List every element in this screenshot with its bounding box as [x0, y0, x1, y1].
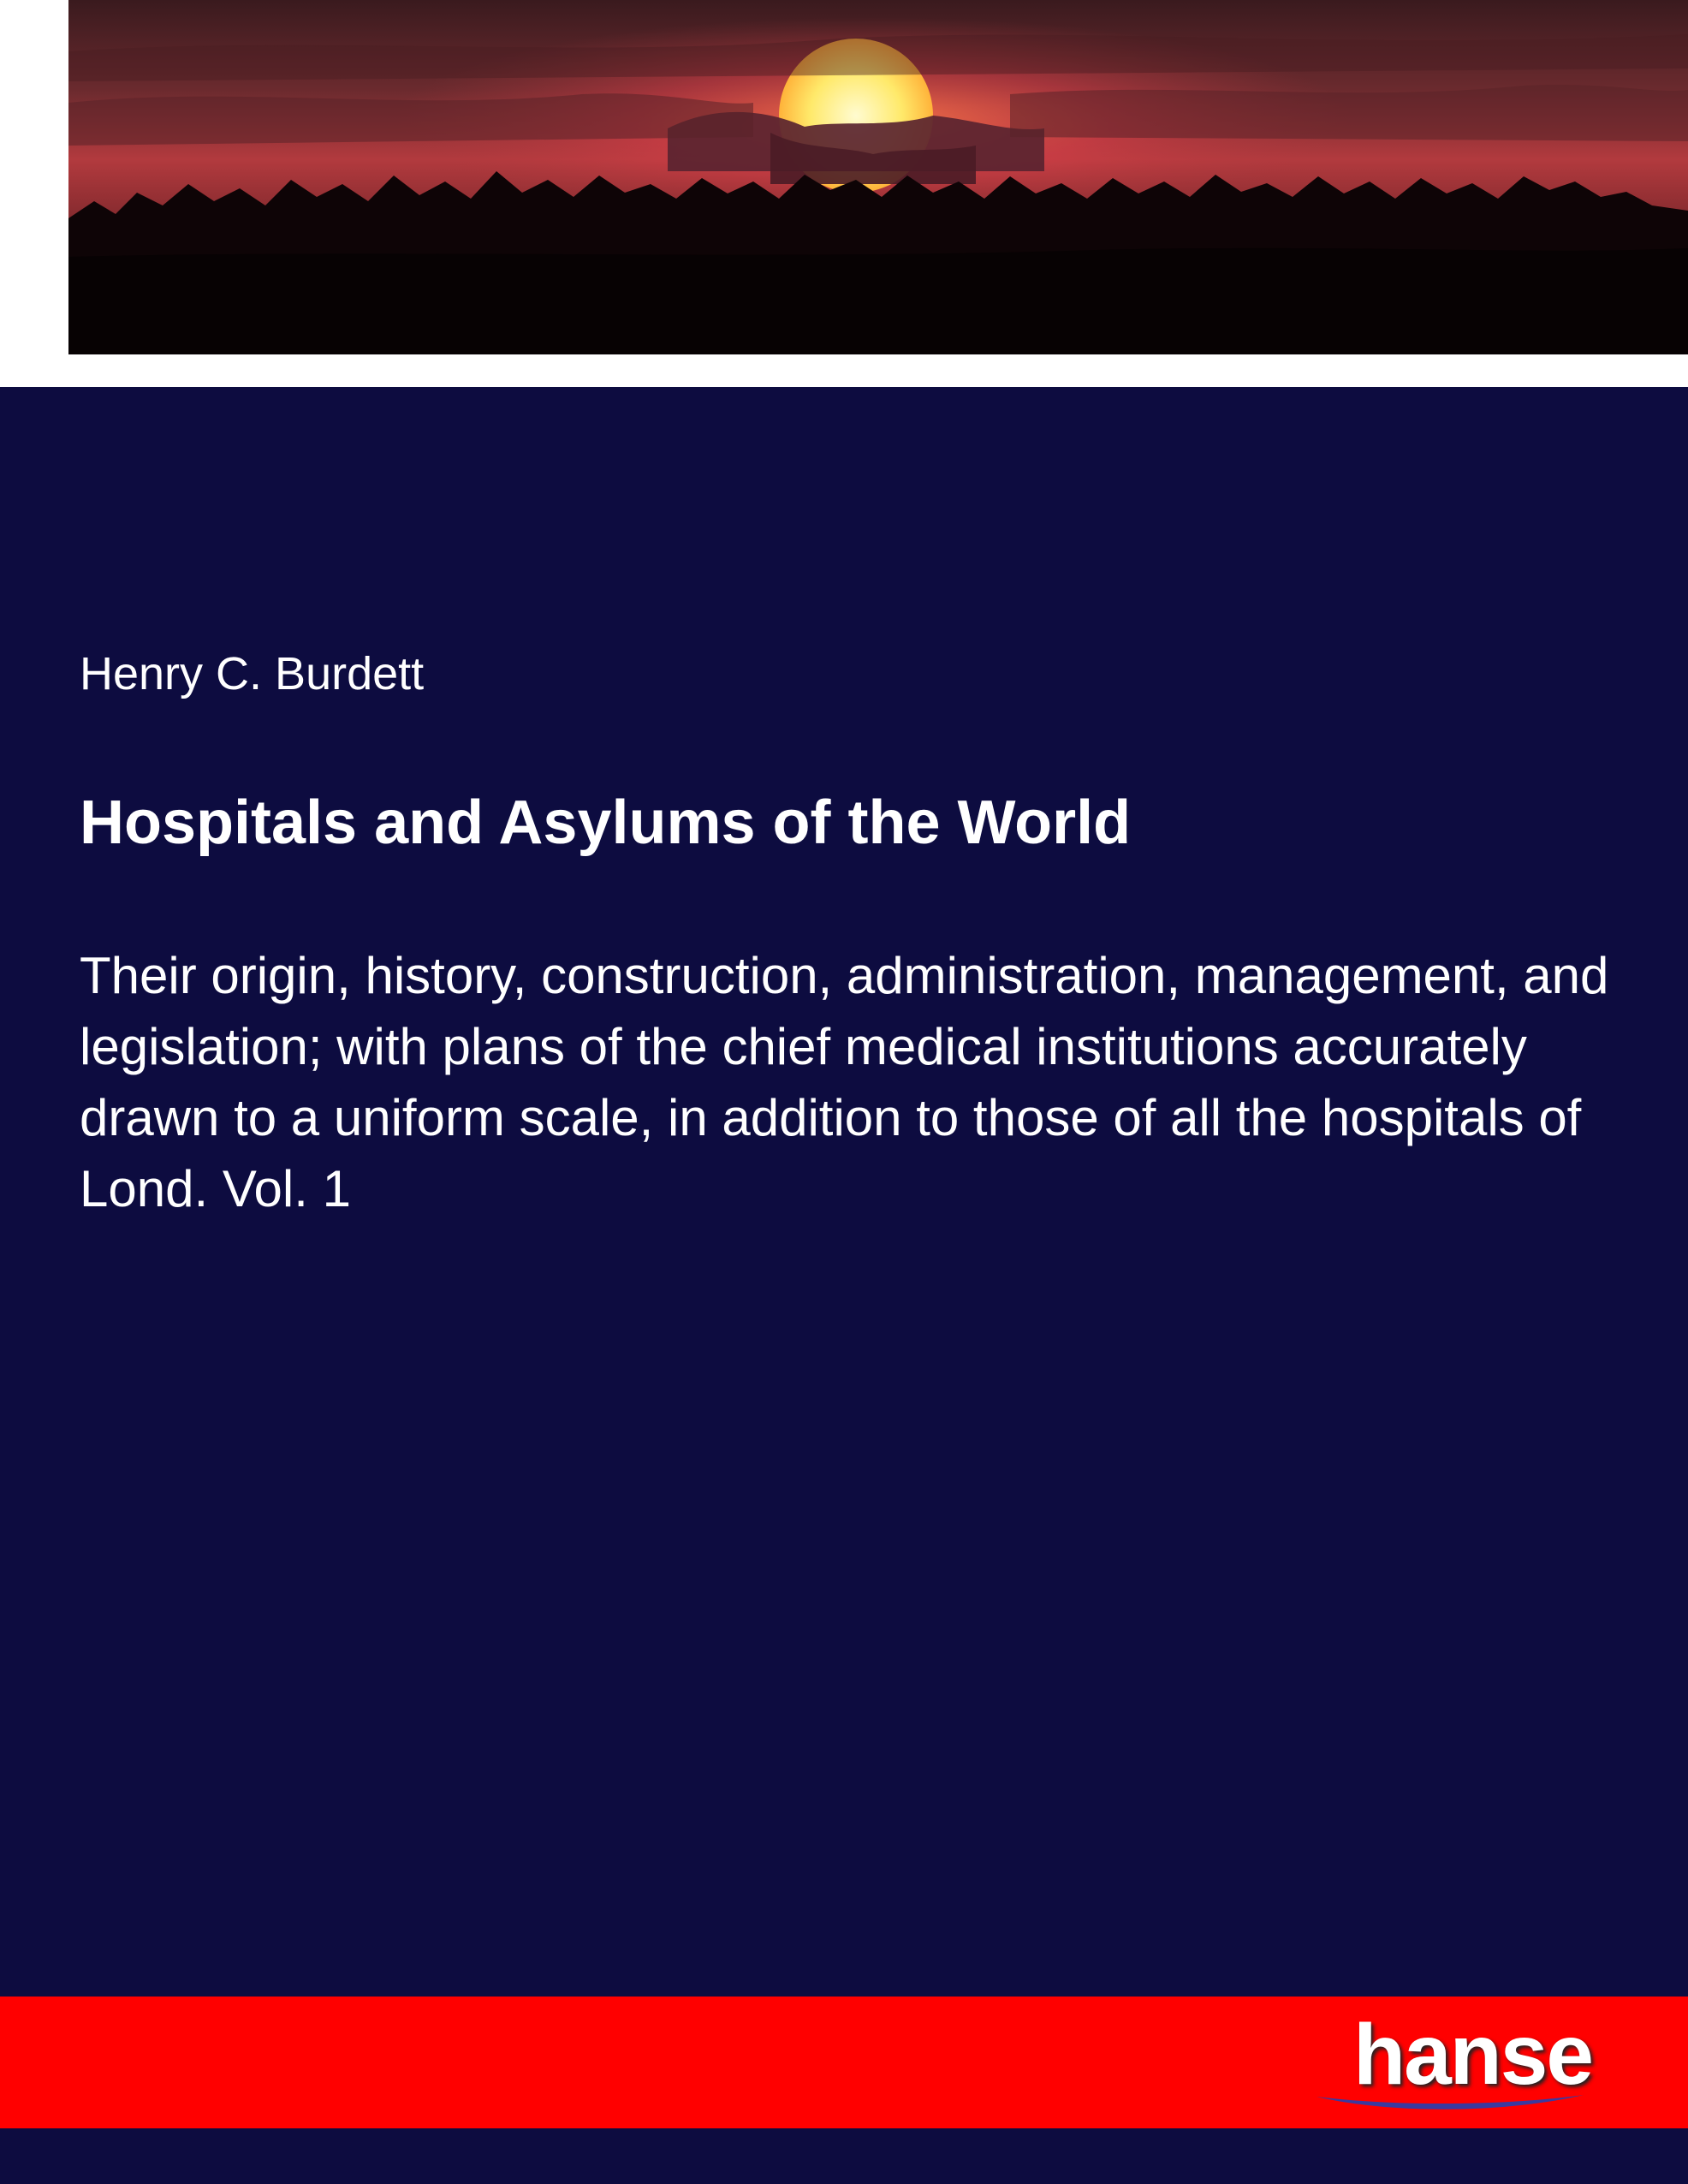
book-title: Hospitals and Asylums of the World — [80, 789, 1132, 857]
book-subtitle: Their origin, history, construction, administration, management, and legislation; with plans of the chief medical institutions accurately drawn to a uniform scale, in addition to those of all the hospitals of Lond. Vol. 1 — [80, 947, 1609, 1217]
sunset-illustration — [68, 0, 1688, 354]
publisher-logo — [1301, 2008, 1592, 2119]
swoosh-icon — [1313, 2092, 1587, 2114]
publisher-name: hanse — [1352, 2007, 1592, 2103]
sunset-photo — [68, 0, 1688, 354]
bottom-strip — [0, 2128, 1688, 2184]
author-name: Henry C. Burdett — [80, 648, 425, 699]
